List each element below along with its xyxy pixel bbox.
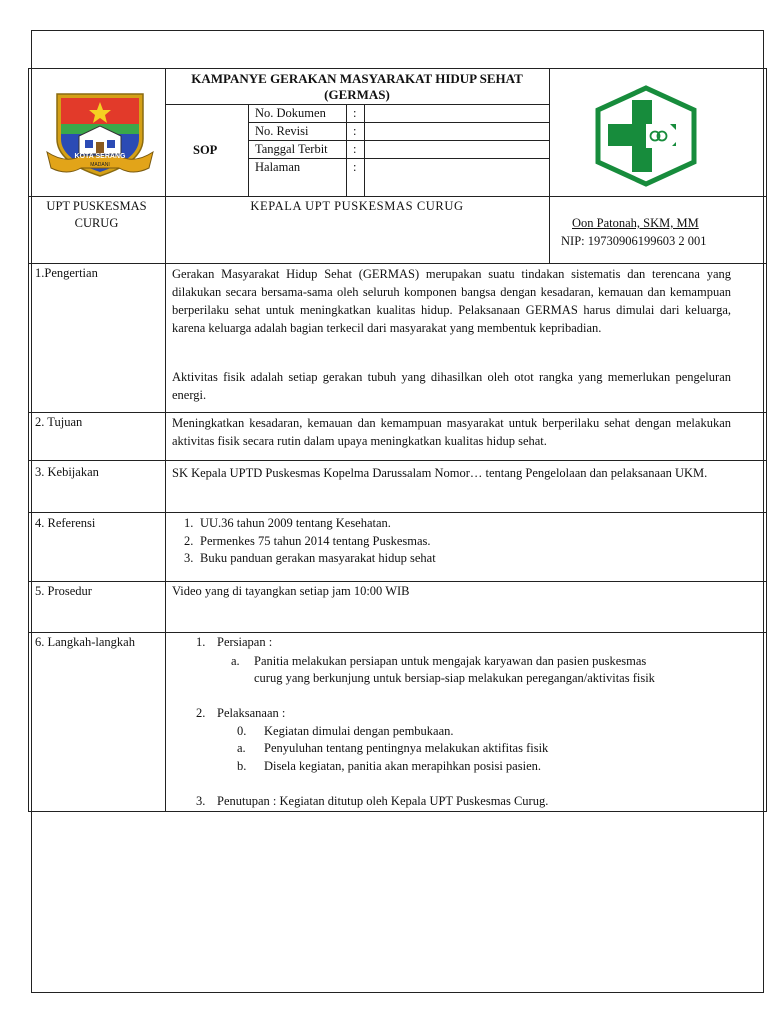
meta-sep: : [353,142,357,156]
section-label-prosedur: 5. Prosedur [35,584,92,598]
tujuan-text: Meningkatkan kesadaran, kemauan dan kemampuan masyarakat untuk berperilaku sehat dengan melakukan aktivitas fisik secara rutin dalam upaya meningkatkan kualitas hidup sehat. [172,416,731,448]
org-name-line2: CURUG [74,216,119,230]
step-title: Persiapan : [217,635,273,649]
meta-label: Tanggal Terbit [255,142,328,156]
org-name-line1: UPT PUSKESMAS [46,199,147,213]
sop-label: SOP [193,143,218,157]
kota-serang-emblem-icon [45,84,155,184]
substep-number: b. [237,759,247,773]
signer-nip: NIP: 19730906199603 2 001 [561,234,707,248]
step-title: Penutupan : Kegiatan ditutup oleh Kepala UPT Puskesmas Curug. [217,794,549,808]
step-number: 2. [196,706,206,720]
step-number: 1. [196,635,206,649]
kebijakan-text: SK Kepala UPTD Puskesmas Kopelma Darussalam Nomor… tentang Pengelolaan dan pelaksanaan UKM. [172,466,708,480]
step-title: Pelaksanaan : [217,706,286,720]
substep-number: a. [231,654,240,668]
emblem-ribbon-text: KOTA SERANG [74,153,126,160]
section-label-pengertian: 1.Pengertian [35,266,98,280]
document-title: KAMPANYE GERAKAN MASYARAKAT HIDUP SEHAT [191,71,523,86]
section-label-referensi: 4. Referensi [35,516,96,530]
list-item-text: Permenkes 75 tahun 2014 tentang Puskesmas. [200,534,431,548]
substep-text: Panitia melakukan persiapan untuk mengajak karyawan dan pasien puskesmas [254,654,647,668]
meta-label: Halaman [255,160,301,174]
list-item-text: Buku panduan gerakan masyarakat hidup sehat [200,551,436,565]
list-item-number: 3. [184,551,194,565]
prosedur-text: Video yang di tayangkan setiap jam 10:00 WIB [172,584,410,598]
substep-number: 0. [237,724,247,738]
substep-text: Kegiatan dimulai dengan pembukaan. [264,724,454,738]
list-item-number: 2. [184,534,194,548]
section-label-kebijakan: 3. Kebijakan [35,465,99,479]
head-title: KEPALA UPT PUSKESMAS CURUG [250,199,464,213]
document-subtitle: (GERMAS) [324,87,390,102]
meta-sep: : [353,160,357,174]
meta-label: No. Revisi [255,124,309,138]
list-item-text: UU.36 tahun 2009 tentang Kesehatan. [200,516,391,530]
section-label-tujuan: 2. Tujuan [35,415,83,429]
puskesmas-logo-icon [592,84,700,188]
signer-name: Oon Patonah, SKM, MM [572,216,699,230]
emblem-sub-text: MADANI [90,162,110,168]
substep-text: Disela kegiatan, panitia akan merapihkan posisi pasien. [264,759,541,773]
meta-sep: : [353,106,357,120]
step-number: 3. [196,794,206,808]
substep-text: Penyuluhan tentang pentingnya melakukan aktifitas fisik [264,741,549,755]
substep-number: a. [237,741,246,755]
substep-text-continued: curug yang berkunjung untuk bersiap-siap melakukan peregangan/aktivitas fisik [254,671,655,685]
section-label-langkah: 6. Langkah-langkah [35,635,135,649]
pengertian-paragraph-1: Gerakan Masyarakat Hidup Sehat (GERMAS) merupakan suatu tindakan sistematis dan terencana yang dilakukan secara bersama-sama oleh seluruh komponen bangsa dengan kesadaran, kemauan dan kemampuan berperilaku sehat untuk meningkatkan kualitas hidup. Pelaksanaan GERMAS harus dimulai dari keluarga, karena keluarga adalah bagian terkecil dari masyarakat yang membentuk kepribadian. [172,267,731,335]
meta-label: No. Dokumen [255,106,326,120]
pengertian-paragraph-2: Aktivitas fisik adalah setiap gerakan tubuh yang dihasilkan oleh otot rangka yang memerlukan pengeluran energi. [172,370,731,402]
meta-sep: : [353,124,357,138]
list-item-number: 1. [184,516,194,530]
